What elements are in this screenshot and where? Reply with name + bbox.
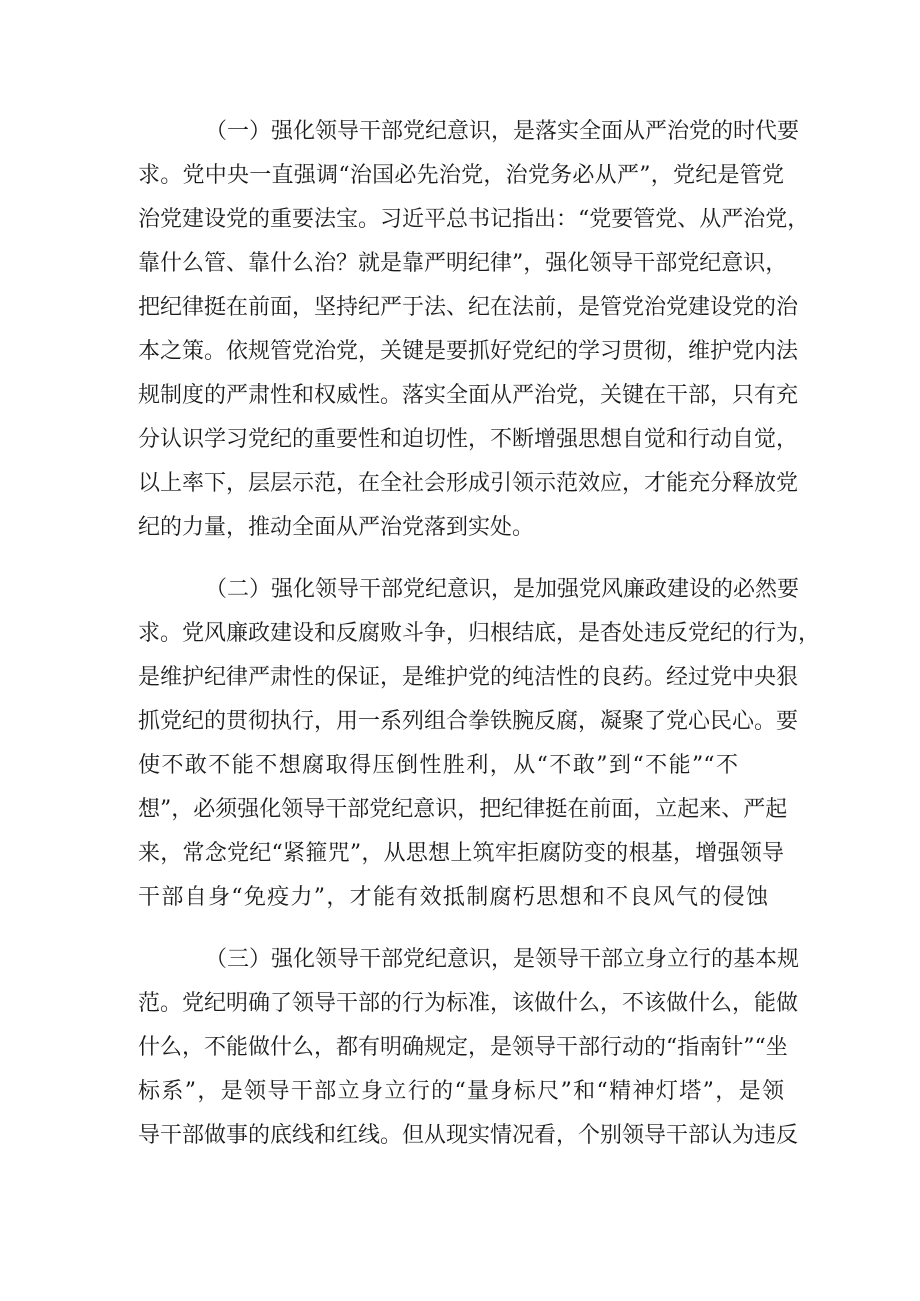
text-line: 什么，不能做什么，都有明确规定，是领导干部行动的“指南针”“坐 xyxy=(138,1035,788,1060)
text-line: 纪的力量，推动全面从严治党落到实处。 xyxy=(138,515,535,540)
text-line: 本之策。依规管党治党，关键是要抓好党纪的学习贯彻，维护党内法 xyxy=(138,339,799,364)
text-line: 把纪律挺在前面，坚持纪严于法、纪在法前，是管党治党建设党的治 xyxy=(138,295,799,320)
text-line: 规制度的严肃性和权威性。落实全面从严治党，关键在干部，只有充 xyxy=(138,383,799,408)
text-line: 分认识学习党纪的重要性和迫切性，不断增强思想自觉和行动自觉， xyxy=(138,427,799,452)
text-line: 导干部做事的底线和红线。但从现实情况看，个别领导干部认为违反 xyxy=(138,1123,799,1148)
text-line: 治党建设党的重要法宝。习近平总书记指出：“党要管党、从严治党， xyxy=(138,207,810,232)
text-line: （二）强化领导干部党纪意识，是加强党风廉政建设的必然要 xyxy=(205,577,800,602)
text-line: 求。党中央一直强调“治国必先治党，治党务必从严”，党纪是管党 xyxy=(138,163,784,188)
text-line: 范。党纪明确了领导干部的行为标准，该做什么，不该做什么，能做 xyxy=(138,991,799,1016)
text-line: 来，常念党纪“紧箍咒”，从思想上筑牢拒腐防变的根基，增强领导 xyxy=(138,841,784,866)
text-line: 使不敢不能不想腐取得压倒性胜利，从“不敢”到“不能”“不 xyxy=(138,753,738,778)
text-line: 是维护纪律严肃性的保证，是维护党的纯洁性的良药。经过党中央狠 xyxy=(138,665,799,690)
text-line: （一）强化领导干部党纪意识，是落实全面从严治党的时代要 xyxy=(205,119,800,144)
text-line: 标系”，是领导干部立身立行的“量身标尺”和“精神灯塔”，是领 xyxy=(138,1079,784,1104)
text-line: 求。党风廉政建设和反腐败斗争，归根结底，是杳处违反党纪的行为， xyxy=(138,621,821,646)
text-line: 想”，必须强化领导干部党纪意识，把纪律挺在前面，立起来、严起 xyxy=(138,797,788,822)
text-line: 干部自身“免疫力”，才能有效抵制腐朽思想和不良风气的侵蚀 xyxy=(138,885,768,910)
text-line: 抓党纪的贯彻执行，用一系列组合拳铁腕反腐，凝聚了党心民心。要 xyxy=(138,709,799,734)
text-line: 靠什么管、靠什么治？就是靠严明纪律”，强化领导干部党纪意识， xyxy=(138,251,788,276)
text-line: （三）强化领导干部党纪意识，是领导干部立身立行的基本规 xyxy=(205,947,800,972)
text-line: 以上率下，层层示范，在全社会形成引领示范效应，才能充分释放党 xyxy=(138,471,799,496)
